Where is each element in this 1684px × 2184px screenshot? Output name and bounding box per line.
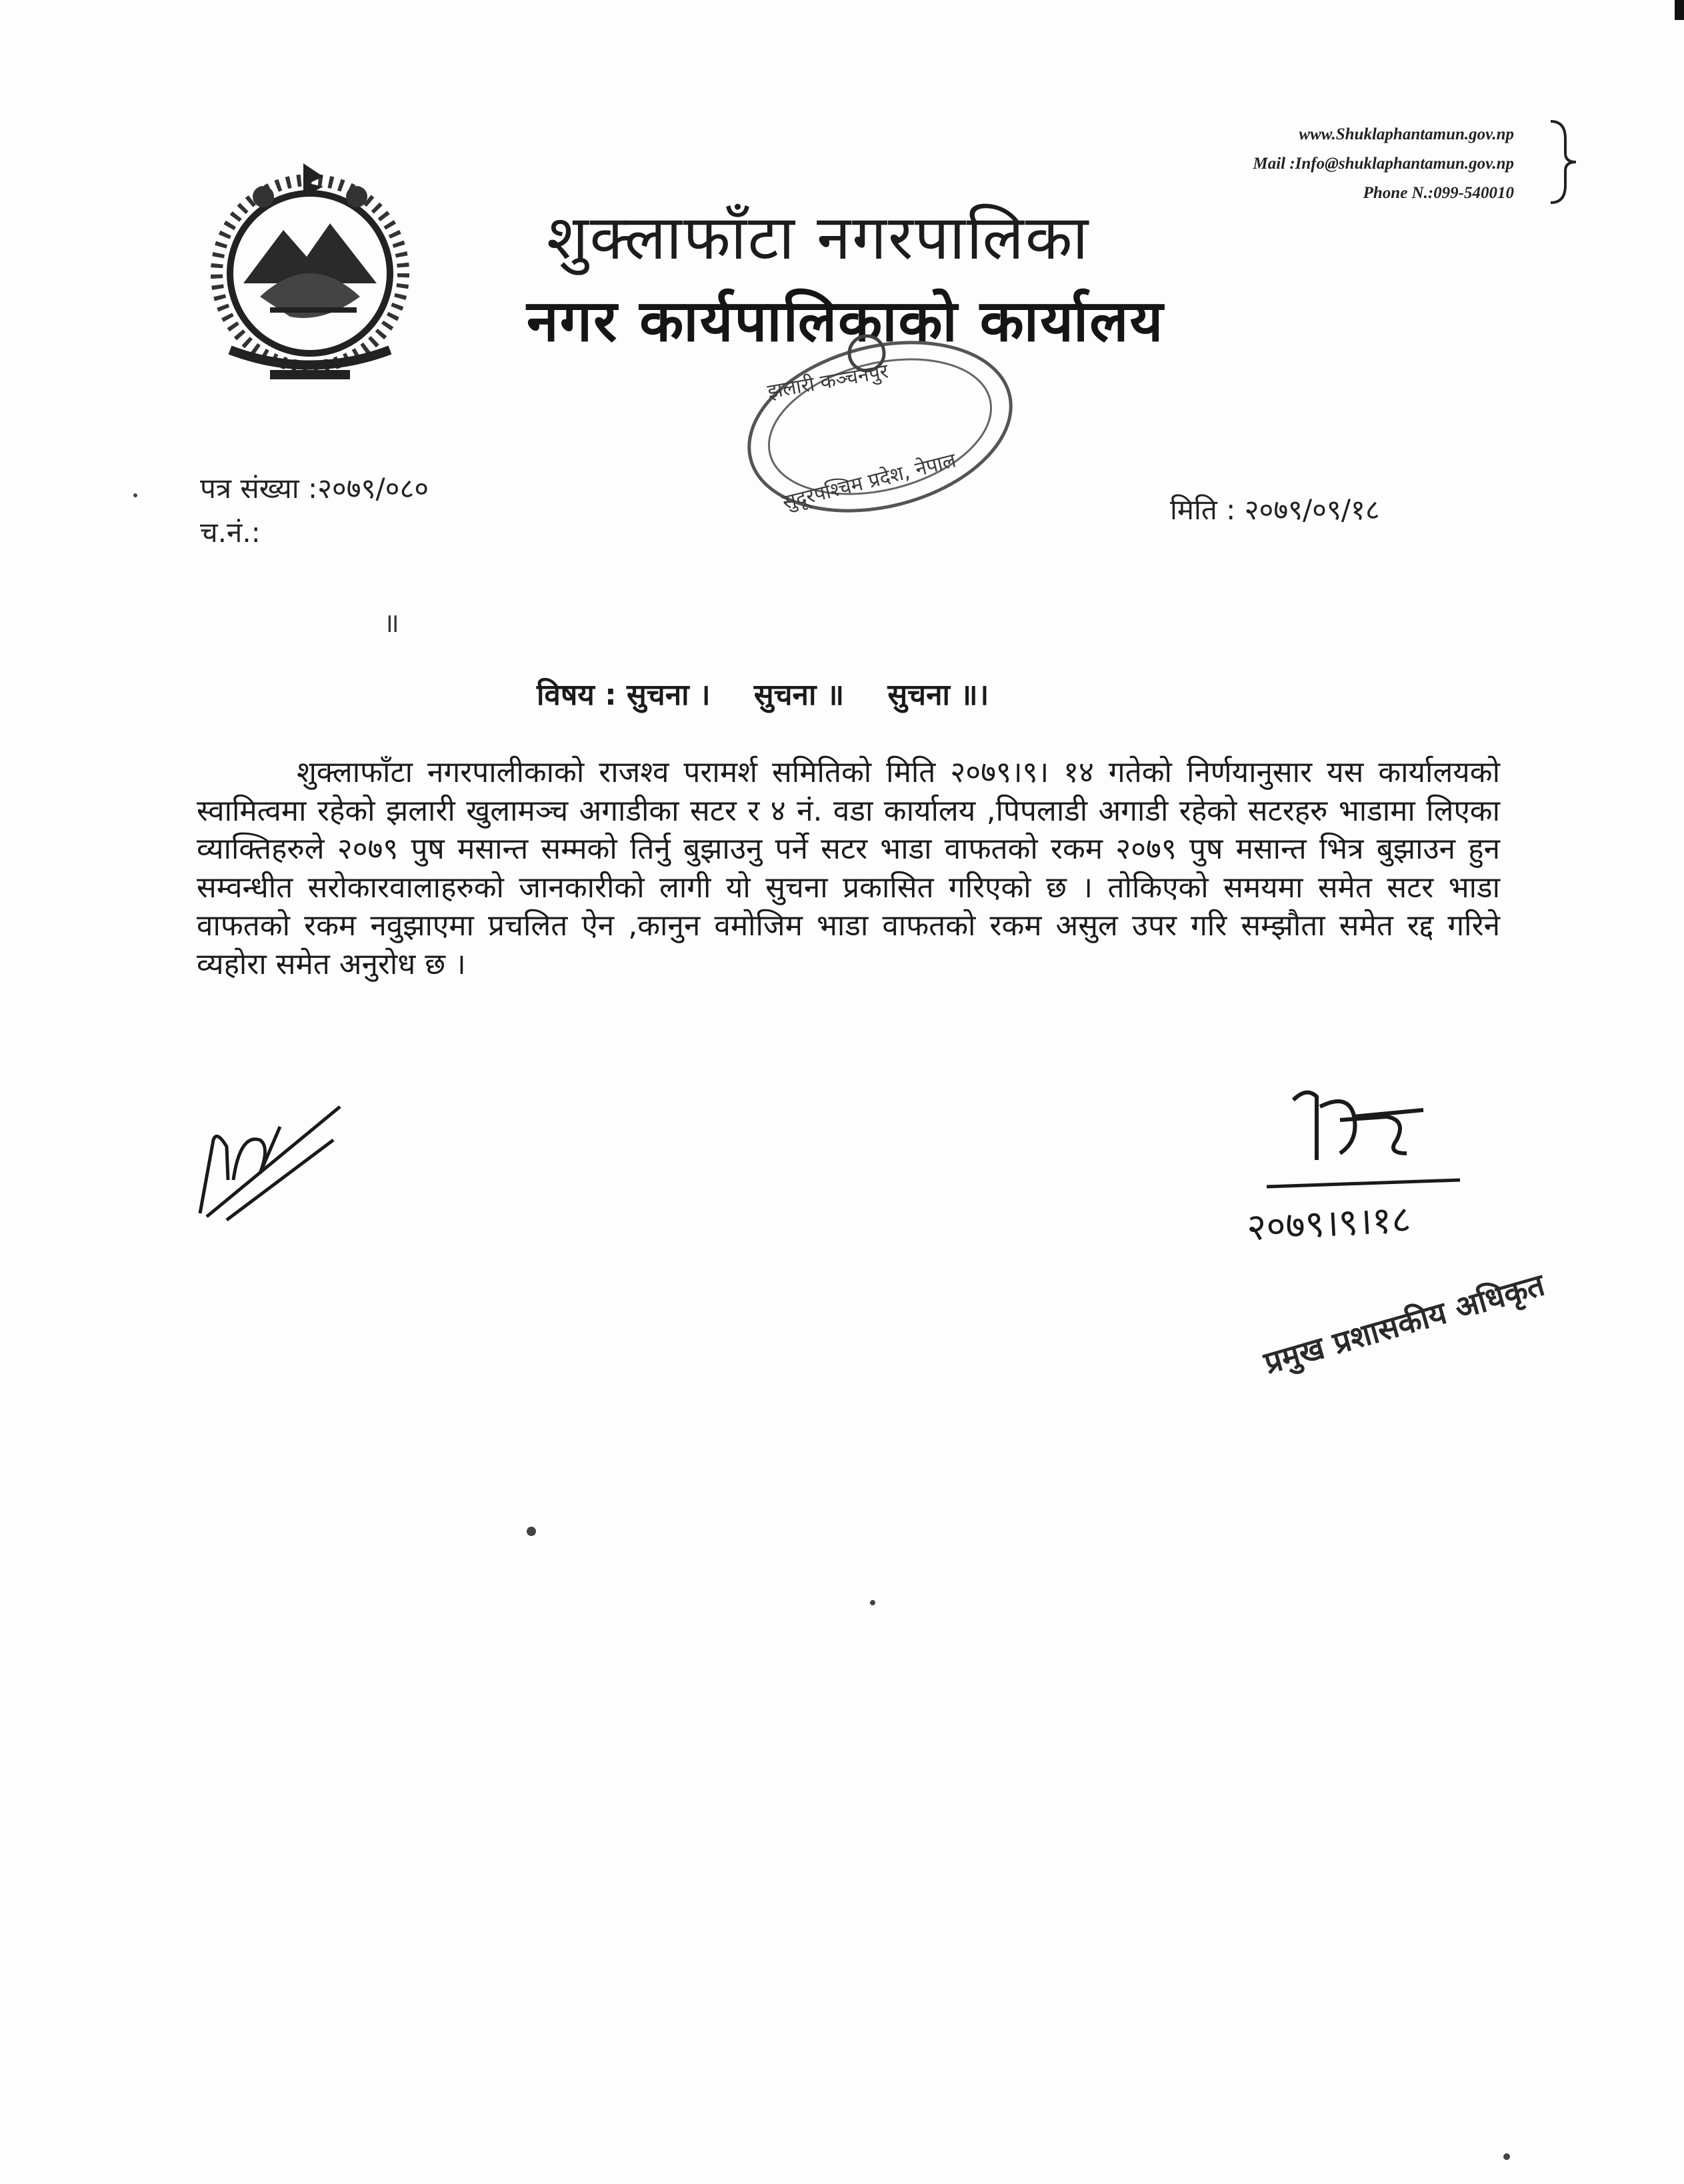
municipality-name: शुक्लाफाँटा नगरपालिका: [547, 202, 1090, 273]
office-name: नगर कार्यपालिकाको कार्यालय: [527, 288, 1165, 355]
email-text: Mail :Info@shuklaphantamun.gov.np: [1253, 155, 1514, 173]
office-stamp: [733, 327, 1027, 527]
subject-repeat-two: सुचना ॥: [753, 678, 845, 712]
letter-date: मिति : २०७९/०९/१८: [1170, 493, 1380, 526]
scan-edge-mark: [1675, 0, 1684, 20]
scan-speck: [133, 493, 137, 497]
scan-speck: [870, 1600, 875, 1605]
scan-speck: [527, 1527, 536, 1536]
subject-repeat-three: सुचना ॥।: [887, 678, 989, 712]
subject-line: [537, 673, 1022, 713]
stamp-line-1: झलारी कञ्चनपुर: [765, 359, 891, 404]
dispatch-number: च.नं.:: [200, 516, 261, 549]
phone-text: Phone N.:099-540010: [1363, 184, 1514, 202]
handwritten-mark: ॥: [383, 608, 399, 639]
reference-block: [200, 467, 429, 555]
stamp-line-2: सुदूरपश्चिम प्रदेश, नेपाल: [780, 449, 959, 515]
scan-speck: [1503, 2153, 1510, 2160]
letter-number: पत्र संख्या :२०७९/०८०: [200, 472, 429, 505]
nepal-government-emblem-icon: [190, 150, 430, 390]
officer-title-stamp: प्रमुख प्रशासकीय अधिकृत: [1259, 1266, 1549, 1381]
initials-signature-icon: [187, 1100, 347, 1227]
notice-body: शुक्लाफाँटा नगरपालीकाको राजश्व परामर्श समितिको मिति २०७९।९। १४ गतेको निर्णयानुसार यस कार्यालयको स्वामित्वमा रहेको झलारी खुलामञ्च अगाडीका सटर र ४ नं. वडा कार्यालय ,पिपलाडी अगाडी रहेको सटरहरु भाडामा लिएका व्याक्तिहरुले २०७९ पुष मसान्त सम्मको तिर्नु बुझाउनु पर्ने सटर भाडा वाफतको रकम २०७९ पुष मसान्त भित्र बुझाउन हुन सम्वन्धीत सरोकारवालाहरुको जानकारीको लागी यो सुचना प्रकासित गरिएको छ । तोकिएको समयमा समेत सटर भाडा वाफतको रकम नवुझाएमा प्रचलित ऐन ,कानुन वमोजिम भाडा वाफतको रकम असुल उपर गरि सम्झौता समेत रद्द गरिने व्यहोरा समेत अनुरोध छ ।: [197, 755, 1500, 981]
handwritten-date: २०७९।९।१८: [1245, 1197, 1412, 1250]
subject-label: विषय : सुचना ।: [537, 678, 711, 712]
website-text: www.Shuklaphantamun.gov.np: [1299, 125, 1514, 143]
brace-icon: [1547, 119, 1580, 205]
contact-block: [1253, 120, 1514, 208]
officer-signature-icon: [1253, 1080, 1467, 1197]
